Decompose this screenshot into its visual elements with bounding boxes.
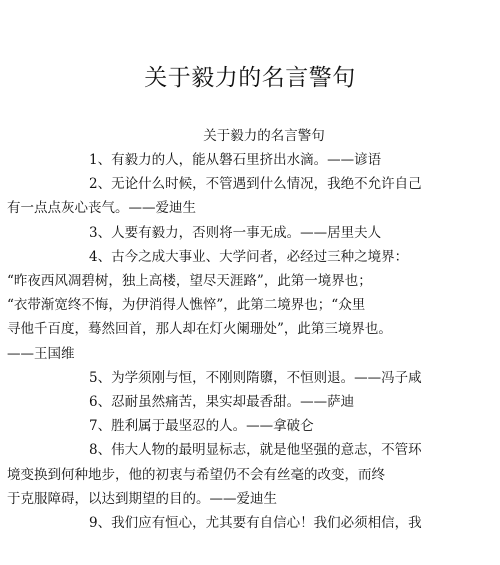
quote-line: 9、我们应有恒心，尤其要有自信心！我们必须相信，我 bbox=[89, 515, 422, 532]
quote-paragraph bbox=[7, 245, 466, 366]
quote-paragraph bbox=[34, 390, 466, 414]
quote-paragraph bbox=[34, 148, 466, 172]
quote-line: 6、忍耐虽然痛苦，果实却最香甜。——萨迪 bbox=[89, 394, 355, 411]
document-body bbox=[7, 148, 466, 535]
quote-paragraph bbox=[34, 511, 466, 535]
quote-line: “衣带渐宽终不悔，为伊消得人憔悴”，此第二境界也；“众里 bbox=[7, 297, 366, 314]
quote-line: 于克服障碍，以达到期望的目的。——爱迪生 bbox=[7, 490, 277, 507]
quote-line: “昨夜西风凋碧树，独上高楼，望尽天涯路”，此第一境界也； bbox=[7, 273, 372, 290]
quote-paragraph bbox=[34, 221, 466, 245]
quote-paragraph bbox=[34, 414, 466, 438]
document-subtitle: 关于毅力的名言警句 bbox=[203, 128, 325, 144]
quote-paragraph bbox=[34, 366, 466, 390]
quote-line: 有一点点灰心丧气。——爱迪生 bbox=[7, 200, 196, 217]
quote-line: ——王国维 bbox=[7, 345, 75, 362]
quote-line: 5、为学须刚与恒，不刚则隋隳，不恒则退。——冯子咸 bbox=[89, 369, 422, 386]
quote-line: 1、有毅力的人，能从磐石里挤出水滴。——谚语 bbox=[89, 152, 382, 168]
quote-line: 3、人要有毅力，否则将一事无成。——居里夫人 bbox=[89, 224, 382, 241]
quote-line: 4、古今之成大事业、大学问者，必经过三种之境界： bbox=[89, 248, 409, 265]
quote-paragraph bbox=[7, 172, 466, 220]
quote-line: 寻他千百度，蓦然回首，那人却在灯火阑珊处”，此第三境界也。 bbox=[7, 321, 392, 338]
document-title: 关于毅力的名言警句 bbox=[144, 65, 356, 91]
quote-paragraph bbox=[7, 438, 466, 511]
quote-line: 境变换到何种地步，他的初衷与希望仍不会有丝毫的改变，而终 bbox=[7, 466, 385, 483]
quote-line: 7、胜利属于最坚忍的人。——拿破仑 bbox=[89, 418, 314, 435]
quote-line: 2、无论什么时候，不管遇到什么情况，我绝不允许自己 bbox=[89, 176, 422, 193]
quote-line: 8、伟大人物的最明显标志，就是他坚强的意志，不管环 bbox=[89, 442, 422, 459]
